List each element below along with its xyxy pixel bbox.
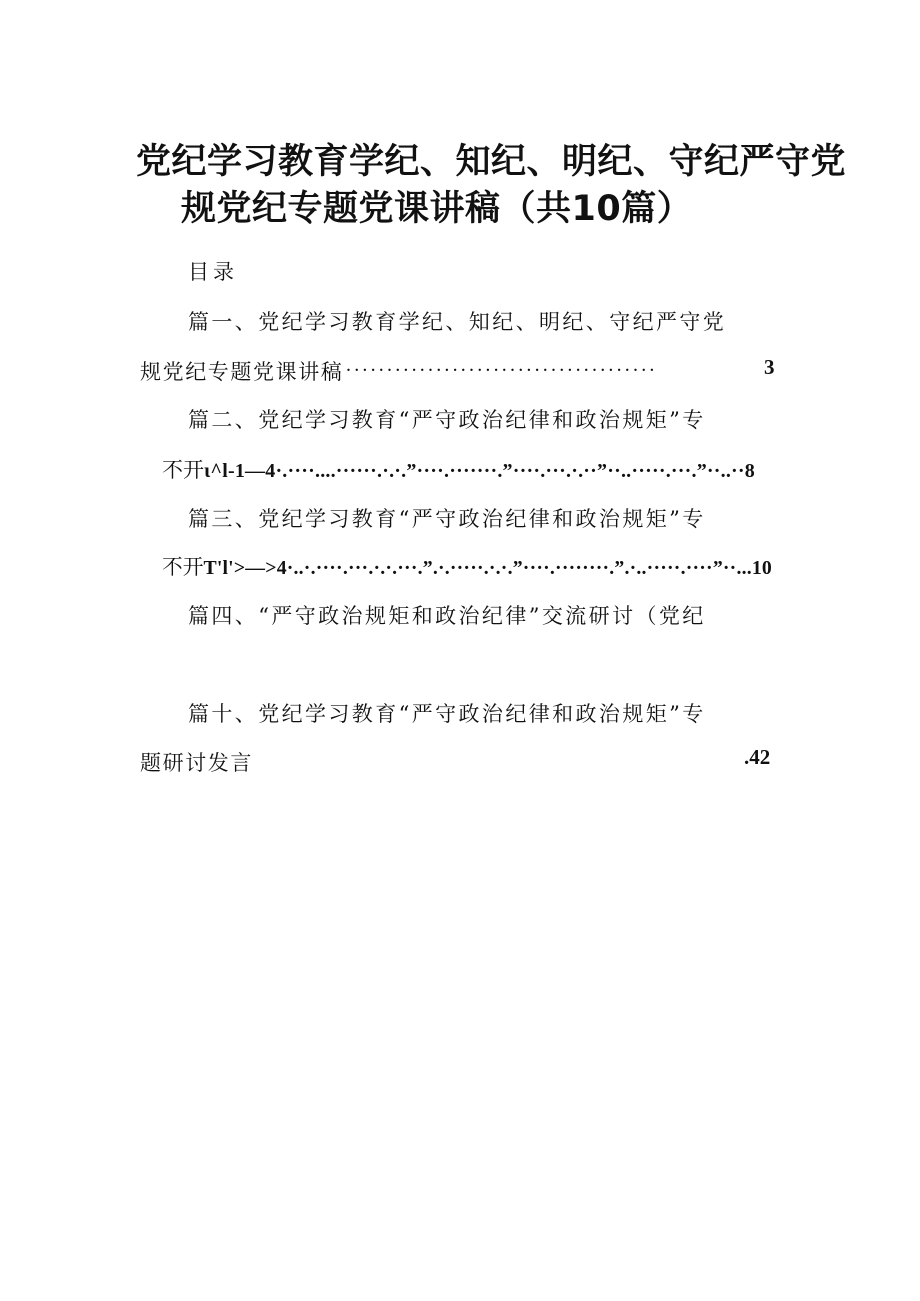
toc-entry-1-leader: ...................................... [346,354,658,376]
toc-entry-2-page-number[interactable]: 8 [744,460,755,482]
toc-entry-1-line-1[interactable]: 篇一、党纪学习教育学纪、知纪、明纪、守纪严守党 [188,310,727,334]
toc-entry-1-page-number[interactable]: 3 [764,355,775,379]
toc-entry-2-line-1[interactable]: 篇二、党纪学习教育“严守政治纪律和政治规矩”专 [188,408,706,432]
document-title-line-2: 规党纪专题党课讲稿（共10篇） [181,189,693,229]
toc-entry-4-line-1[interactable]: 篇四、“严守政治规矩和政治纪律”交流研讨（党纪 [188,604,706,628]
document-title-line-1: 党纪学习教育学纪、知纪、明纪、守纪严守党 [136,142,847,182]
toc-entry-3-garbled-leader: T'l'>—>4·..·.····.···.·.·.···.”.·.·····.·.·.”····.········.”.·..·····.····”··... [203,557,752,579]
toc-entry-2-line-2[interactable] [162,454,755,484]
toc-entry-3-line-2-prefix: 不开 [162,555,204,579]
toc-entry-3-page-number[interactable]: 10 [751,557,772,579]
toc-entry-3-line-1[interactable]: 篇三、党纪学习教育“严守政治纪律和政治规矩”专 [188,507,706,531]
toc-entry-3-line-2[interactable] [162,551,772,581]
toc-heading: 目录 [188,260,238,284]
toc-entry-10-line-2[interactable]: 题研讨发言 [140,751,253,775]
toc-entry-10-page-number[interactable]: .42 [744,745,771,769]
toc-entry-1-line-2[interactable]: 规党纪专题党课讲稿 [140,360,344,384]
toc-entry-2-garbled-leader: ι^l-1—4·.····....······.·.·.”····.·······.”····.···.·.··”··..·····.···.”··..·· [204,460,745,482]
toc-entry-2-line-2-prefix: 不开 [162,458,204,482]
toc-entry-10-line-1[interactable]: 篇十、党纪学习教育“严守政治纪律和政治规矩”专 [188,702,706,726]
